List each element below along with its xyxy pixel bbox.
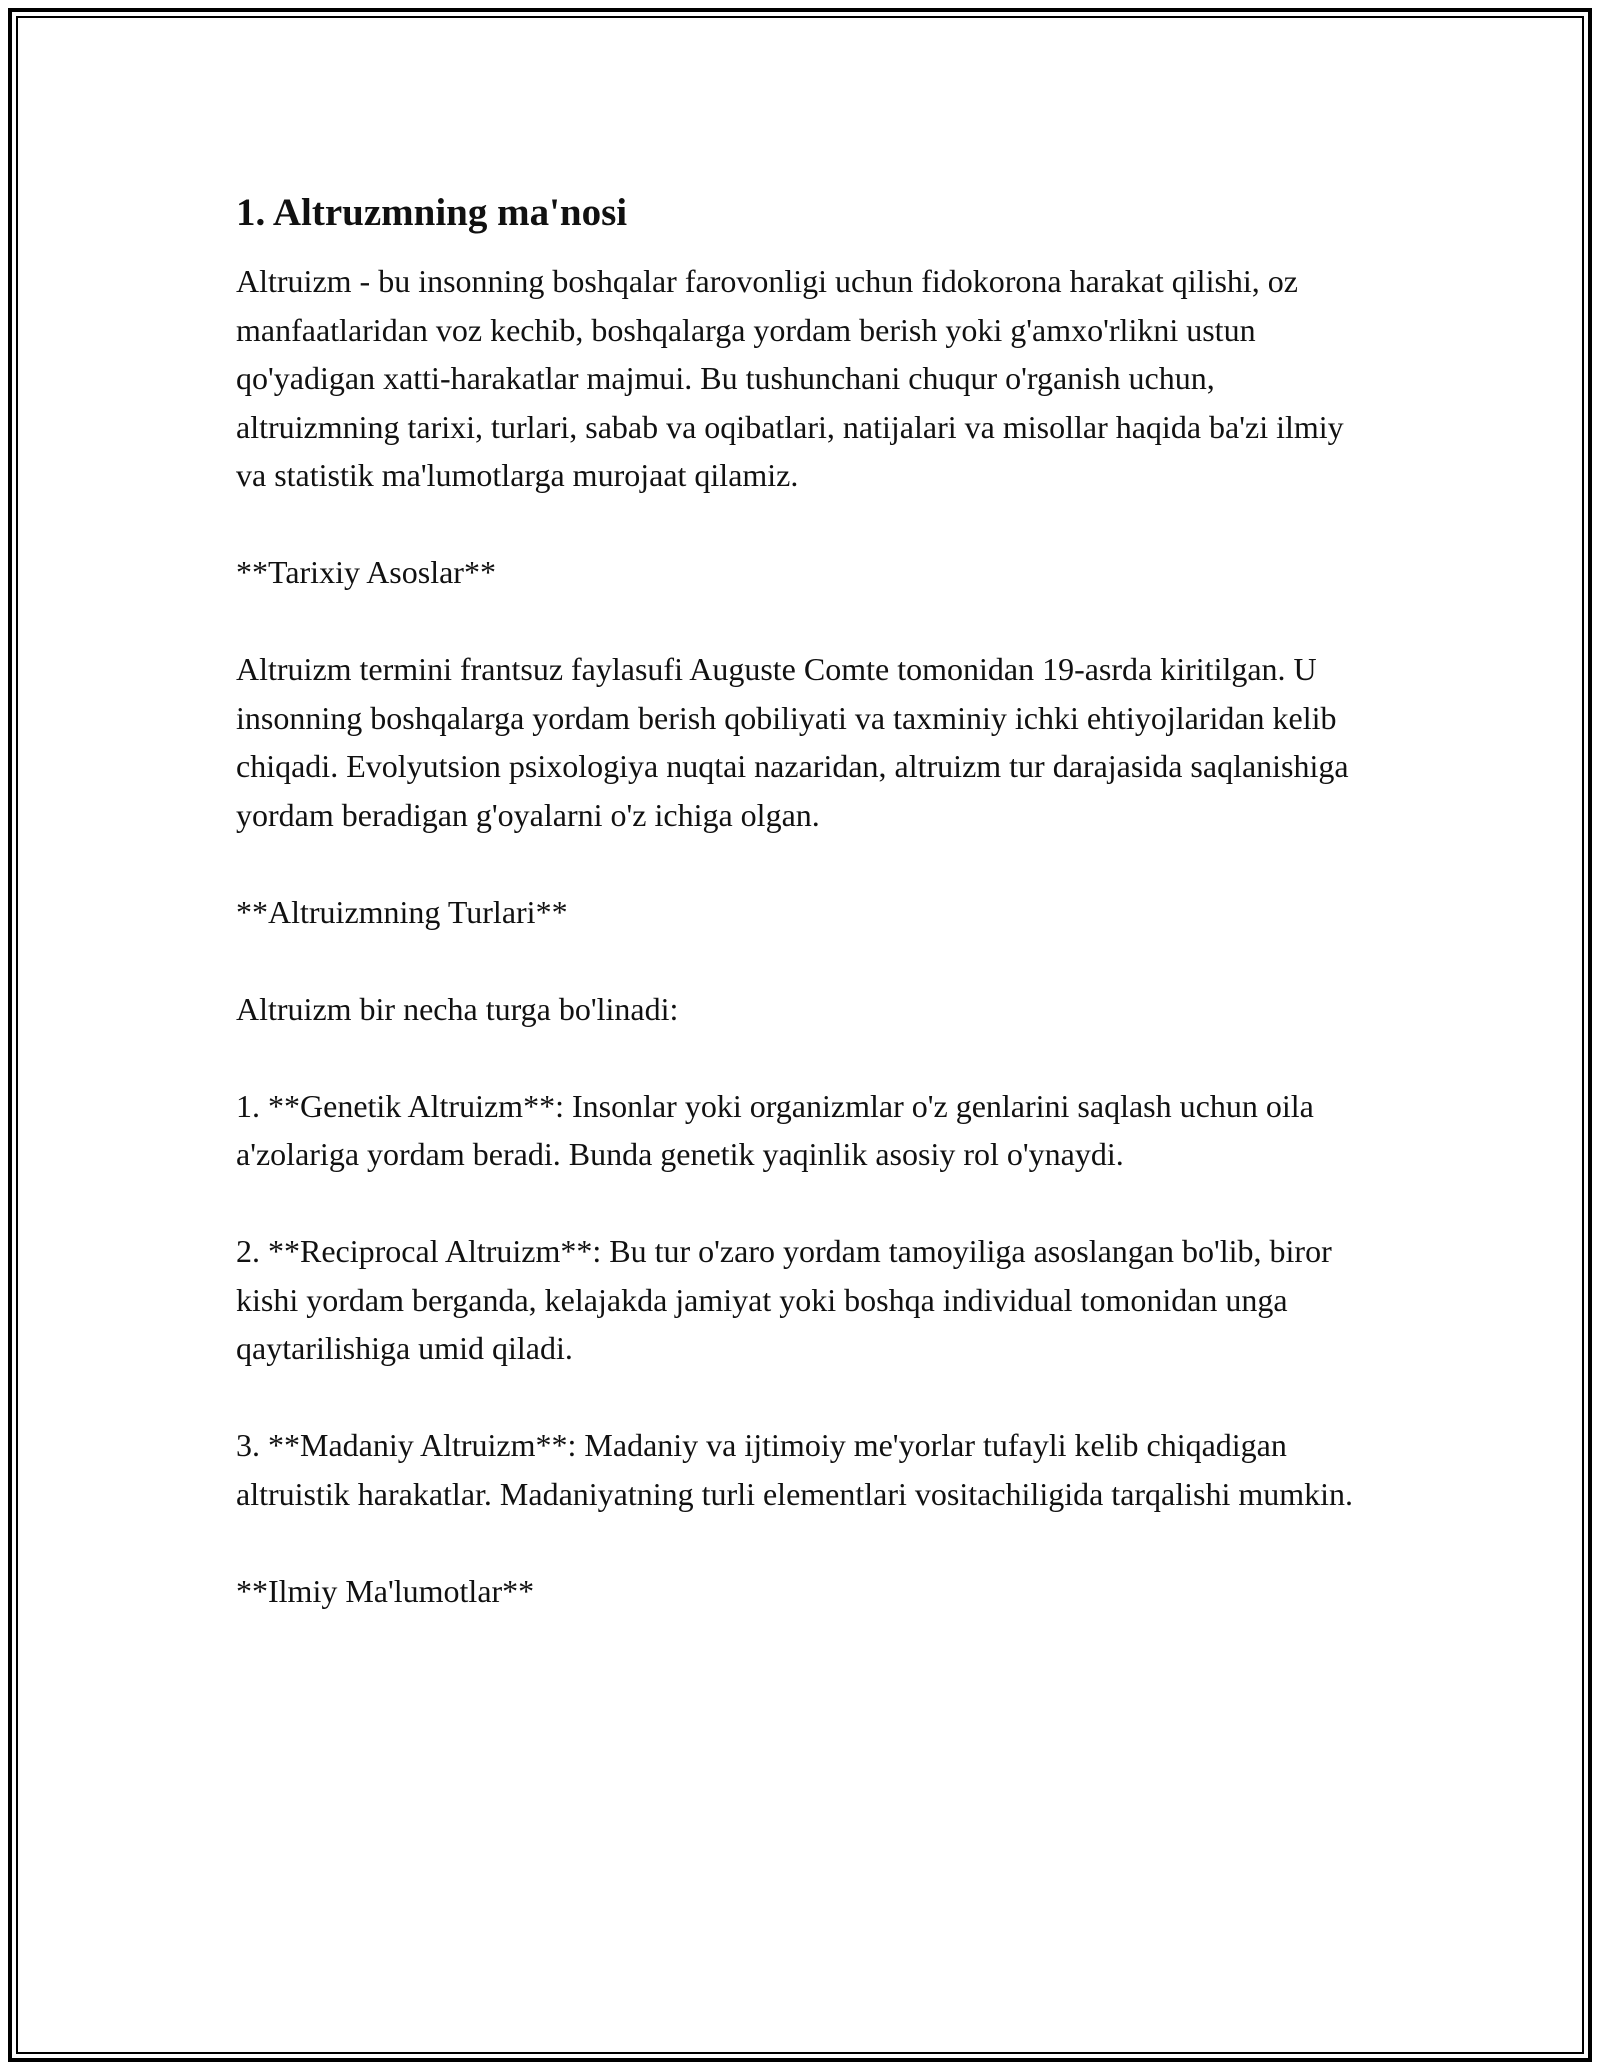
list-item-genetic: 1. **Genetik Altruizm**: Insonlar yoki organizmlar o'z genlarini saqlash uchun oila a'zolariga yordam beradi. Bunda genetik yaqinlik asosiy rol o'ynaydi. bbox=[236, 1087, 1314, 1172]
subheading-types: **Altruizmning Turlari** bbox=[236, 893, 568, 930]
document-body bbox=[236, 185, 1376, 1615]
paragraph-intro: Altruizm - bu insonning boshqalar farovonligi uchun fidokorona harakat qilishi, oz manfaatlaridan voz kechib, boshqalarga yordam berish yoki g'amxo'rlikni ustun qo'yadigan xatti-harakatlar majmui. Bu tushunchani chuqur o'rganish uchun, altruizmning tarixi, turlari, sabab va oqibatlari, natijalari va misollar haqida ba'zi ilmiy va statistik ma'lumotlarga murojaat qilamiz. bbox=[236, 263, 1344, 493]
section-heading: 1. Altruzmning ma'nosi bbox=[236, 191, 628, 234]
subheading-scientific-data: **Ilmiy Ma'lumotlar** bbox=[236, 1572, 535, 1609]
paragraph-types-intro: Altruizm bir necha turga bo'linadi: bbox=[236, 990, 679, 1027]
list-item-cultural: 3. **Madaniy Altruizm**: Madaniy va ijtimoiy me'yorlar tufayli kelib chiqadigan altruistik harakatlar. Madaniyatning turli elementlari vositachiligida tarqalishi mumkin. bbox=[236, 1427, 1354, 1512]
paragraph-history: Altruizm termini frantsuz faylasufi Auguste Comte tomonidan 19-asrda kiritilgan. U insonning boshqalarga yordam berish qobiliyati va taxminiy ichki ehtiyojlaridan kelib chiqadi. Evolyutsion psixologiya nuqtai nazaridan, altruizm tur darajasida saqlanishiga yordam beradigan g'oyalarni o'z ichiga olgan. bbox=[236, 651, 1349, 833]
list-item-reciprocal: 2. **Reciprocal Altruizm**: Bu tur o'zaro yordam tamoyiliga asoslangan bo'lib, biror kishi yordam berganda, kelajakda jamiyat yoki boshqa individual tomonidan unga qaytarilishiga umid qiladi. bbox=[236, 1233, 1332, 1366]
subheading-history: **Tarixiy Asoslar** bbox=[236, 554, 496, 590]
